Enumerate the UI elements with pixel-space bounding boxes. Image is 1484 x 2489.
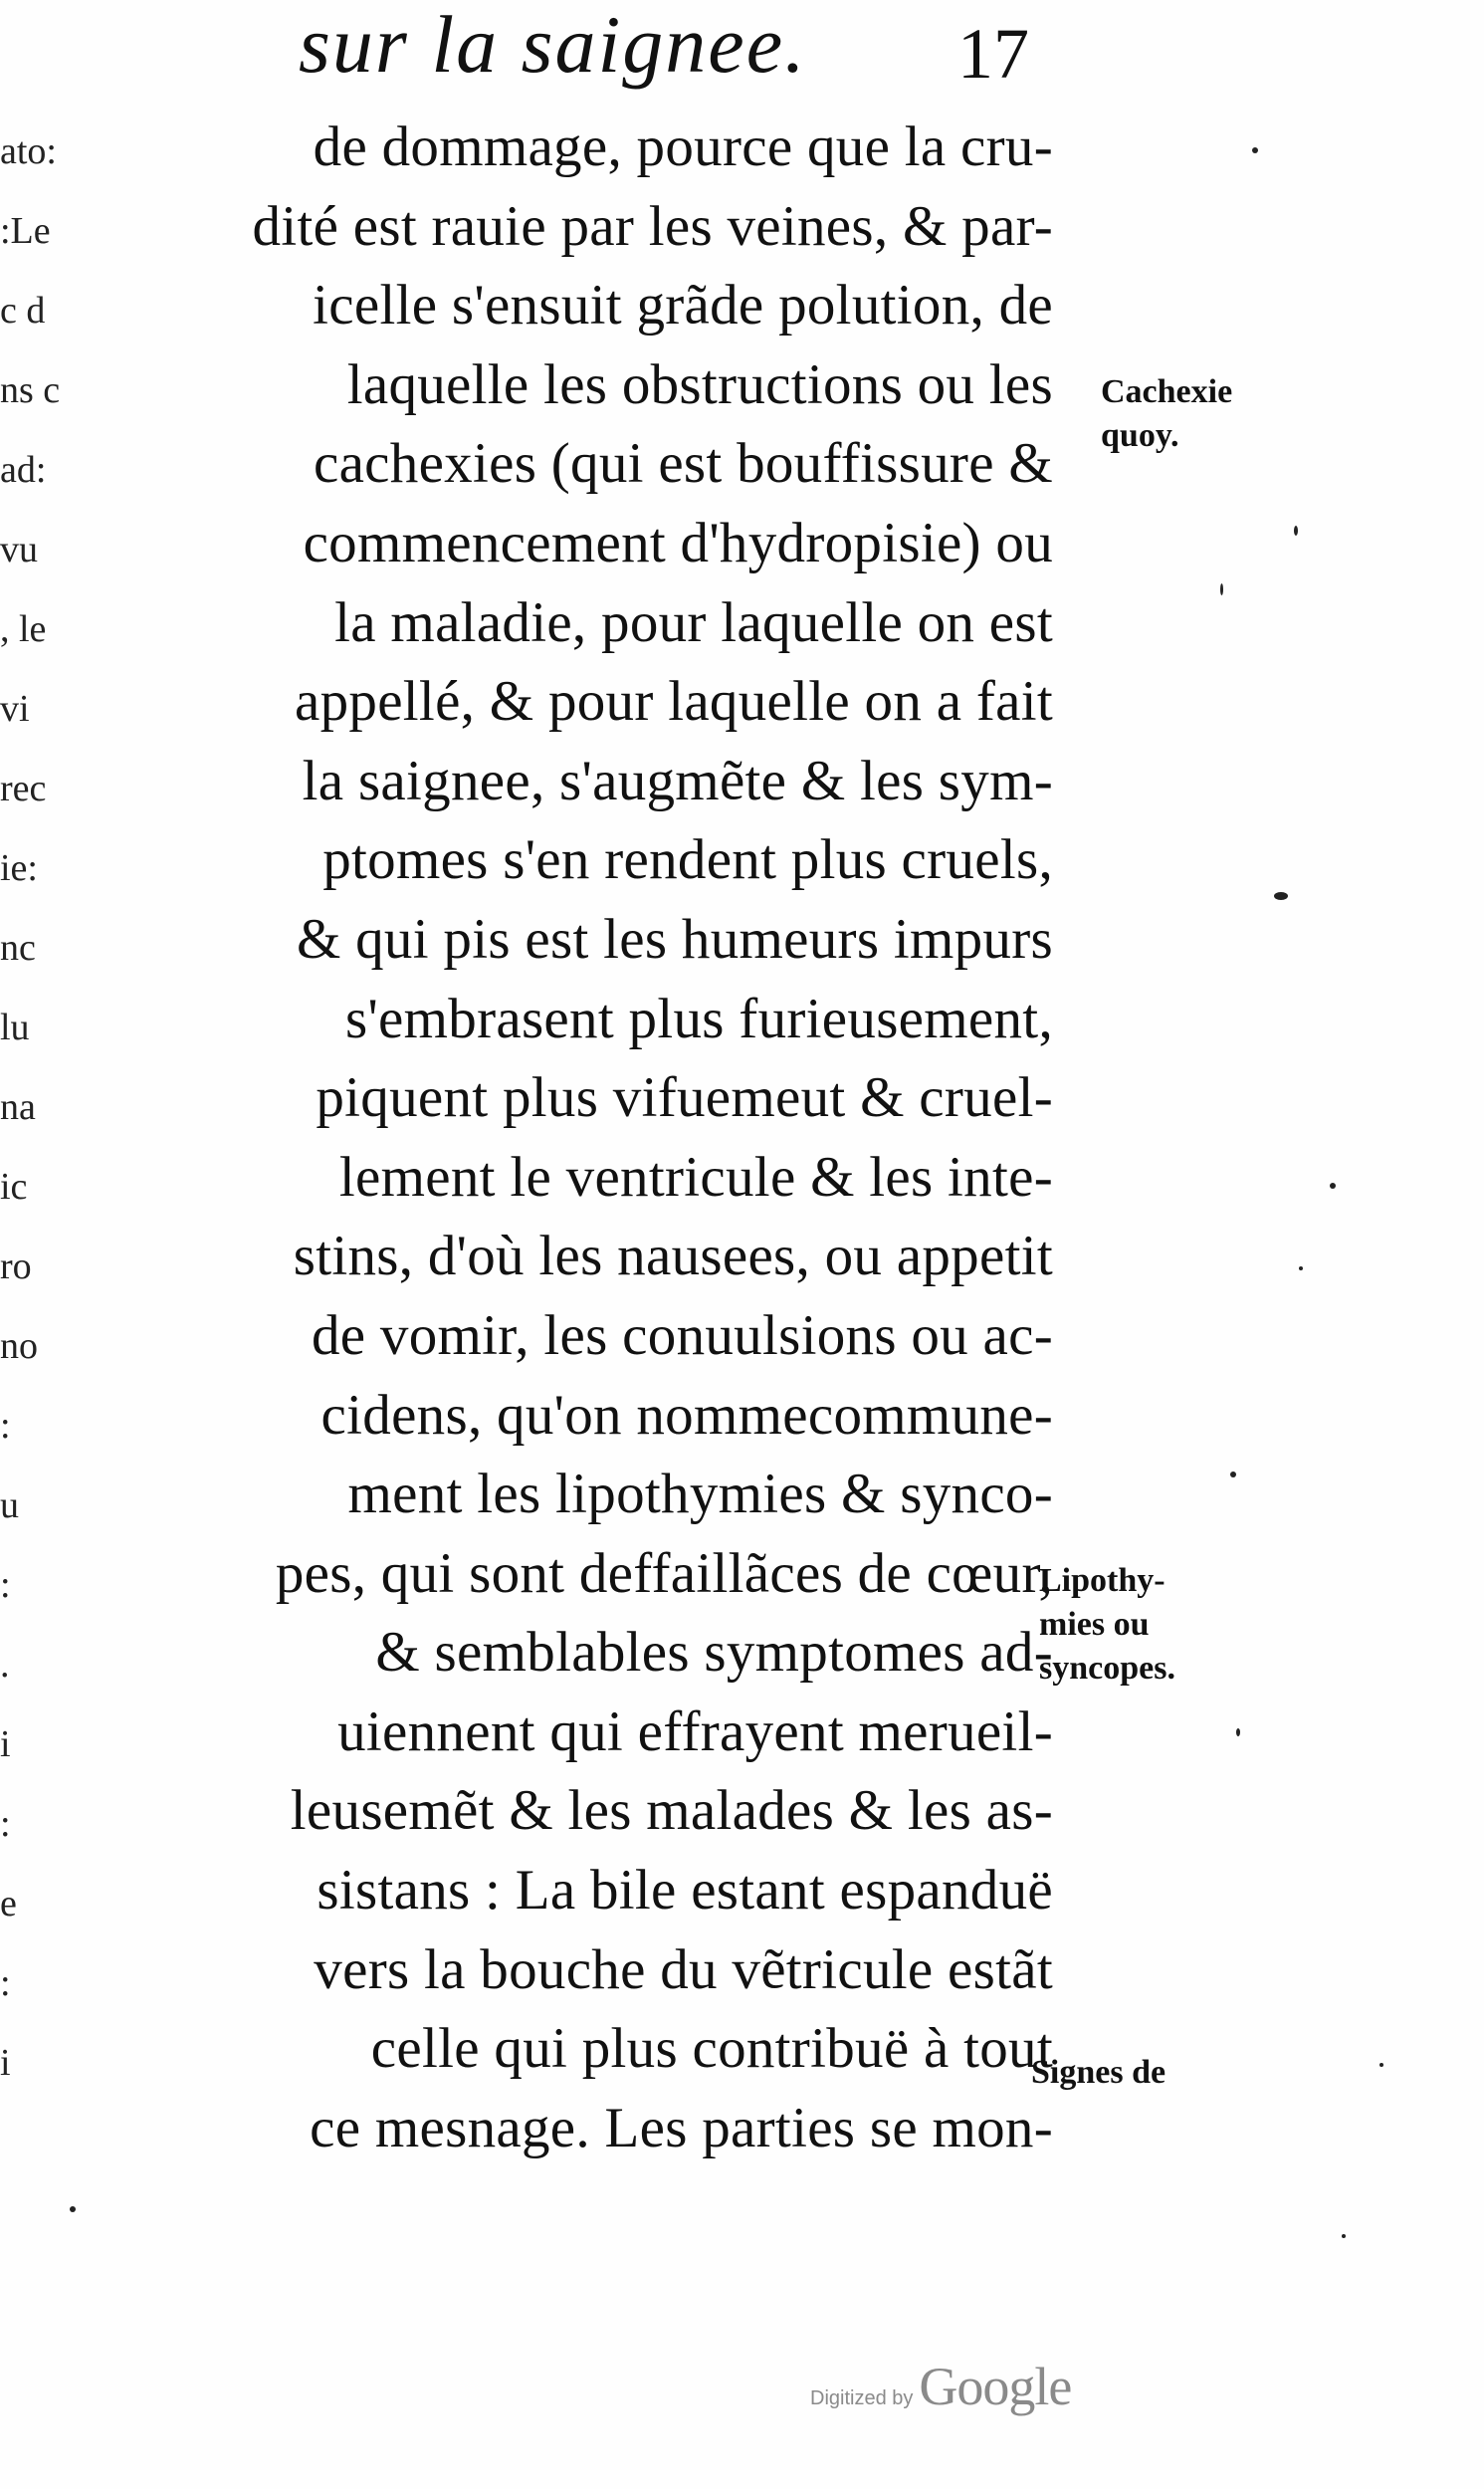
text-line: s'embrasent plus furieusement, xyxy=(344,987,1053,1050)
text-line: de vomir, les conuulsions ou ac- xyxy=(311,1303,1053,1367)
text-line: ce mesnage. Les parties se mon- xyxy=(310,2096,1053,2159)
scan-speck xyxy=(1220,583,1223,595)
watermark-prefix: Digitized by xyxy=(810,2387,914,2409)
gutter-fragment: e xyxy=(0,1883,17,1924)
digitized-by-google-watermark xyxy=(810,2356,1071,2417)
gutter-fragment: i xyxy=(0,1723,11,1765)
gutter-fragment: no xyxy=(0,1325,38,1367)
text-line: pes, qui sont deffaillãces de cœur, xyxy=(275,1541,1053,1605)
gutter-fragment: . xyxy=(0,1644,10,1686)
gutter-fragment: ic xyxy=(0,1166,28,1208)
gutter-fragment: ad: xyxy=(0,449,47,491)
gutter-fragment: : xyxy=(0,1564,11,1606)
gutter-fragment: na xyxy=(0,1086,36,1128)
text-line: icelle s'ensuit grãde polution, de xyxy=(313,274,1053,338)
gutter-fragment: vi xyxy=(0,688,30,730)
margin-note-cachexie xyxy=(1101,370,1232,458)
text-line: & qui pis est les humeurs impurs xyxy=(296,907,1053,971)
text-line: dité est rauie par les veines, & par- xyxy=(252,194,1053,258)
text-line: lement le ventricule & les inte- xyxy=(338,1145,1053,1209)
text-line: uiennent qui effrayent merueil- xyxy=(337,1699,1053,1763)
text-line: appellé, & pour laquelle on a fait xyxy=(295,670,1053,734)
text-line: commencement d'hydropisie) ou xyxy=(303,511,1053,574)
running-title: sur la saignee. xyxy=(299,0,807,90)
text-line: ment les lipothymies & synco- xyxy=(347,1463,1053,1526)
gutter-fragment: , le xyxy=(0,608,47,650)
scan-speck xyxy=(1379,2063,1383,2067)
gutter-fragment: rec xyxy=(0,768,47,809)
gutter-fragment: nc xyxy=(0,927,36,969)
gutter-fragment: lu xyxy=(0,1007,30,1048)
scan-speck xyxy=(1299,1266,1303,1270)
text-line: la saignee, s'augmẽte & les sym- xyxy=(302,749,1053,812)
scan-speck xyxy=(1330,1183,1336,1189)
margin-note-line: mies ou xyxy=(1039,1606,1150,1643)
body-text xyxy=(48,108,1053,2167)
scan-speck xyxy=(1294,526,1298,536)
scan-speck xyxy=(1236,1728,1240,1736)
scan-speck xyxy=(1252,147,1258,153)
text-line: la maladie, pour laquelle on est xyxy=(334,590,1053,654)
text-line: piquent plus vifuemeut & cruel- xyxy=(316,1066,1053,1130)
margin-note-signes xyxy=(1031,2051,1166,2095)
gutter-fragment: ie: xyxy=(0,847,38,889)
margin-note-line: Lipothy- xyxy=(1039,1562,1166,1599)
gutter-fragment: : xyxy=(0,1803,11,1845)
google-logo: Google xyxy=(919,2357,1072,2416)
text-line: vers la bouche du vẽtricule estãt xyxy=(314,1937,1053,2001)
scan-speck xyxy=(1230,1471,1236,1477)
text-line: ptomes s'en rendent plus cruels, xyxy=(322,828,1053,892)
text-line: cidens, qu'on nommecommune- xyxy=(320,1383,1053,1447)
gutter-fragment: i xyxy=(0,2042,11,2084)
scan-speck xyxy=(70,2206,76,2212)
margin-note-line: Signes de xyxy=(1031,2054,1166,2091)
margin-note-lipothymies xyxy=(1039,1559,1175,1691)
text-line: cachexies (qui est bouffissure & xyxy=(313,432,1053,496)
gutter-fragment: : xyxy=(0,1405,11,1447)
margin-note-line: syncopes. xyxy=(1039,1650,1175,1687)
gutter-fragment: u xyxy=(0,1484,19,1526)
margin-note-line: quoy. xyxy=(1101,417,1179,454)
text-line: sistans : La bile estant espanduë xyxy=(317,1859,1053,1923)
gutter-fragment: ro xyxy=(0,1245,32,1287)
text-line: leusemẽt & les malades & les as- xyxy=(290,1779,1053,1843)
text-line: celle qui plus contribuë à tout xyxy=(370,2017,1053,2081)
margin-note-line: Cachexie xyxy=(1101,373,1233,410)
text-line: laquelle les obstructions ou les xyxy=(346,352,1053,416)
scan-speck xyxy=(1342,2234,1346,2238)
page-number: 17 xyxy=(957,14,1029,94)
text-line: & semblables symptomes ad- xyxy=(375,1621,1053,1685)
text-line: stins, d'où les nausees, ou appetit xyxy=(293,1225,1053,1288)
gutter-fragment: ato: xyxy=(0,130,57,172)
gutter-fragment: : xyxy=(0,1962,11,2004)
gutter-fragment: vu xyxy=(0,529,38,570)
text-line: de dommage, pource que la cru- xyxy=(313,115,1053,178)
gutter-fragment: c d xyxy=(0,290,46,332)
gutter-fragment: ns c xyxy=(0,369,61,411)
scan-speck xyxy=(1274,892,1288,900)
gutter-fragment: :Le xyxy=(0,210,51,252)
